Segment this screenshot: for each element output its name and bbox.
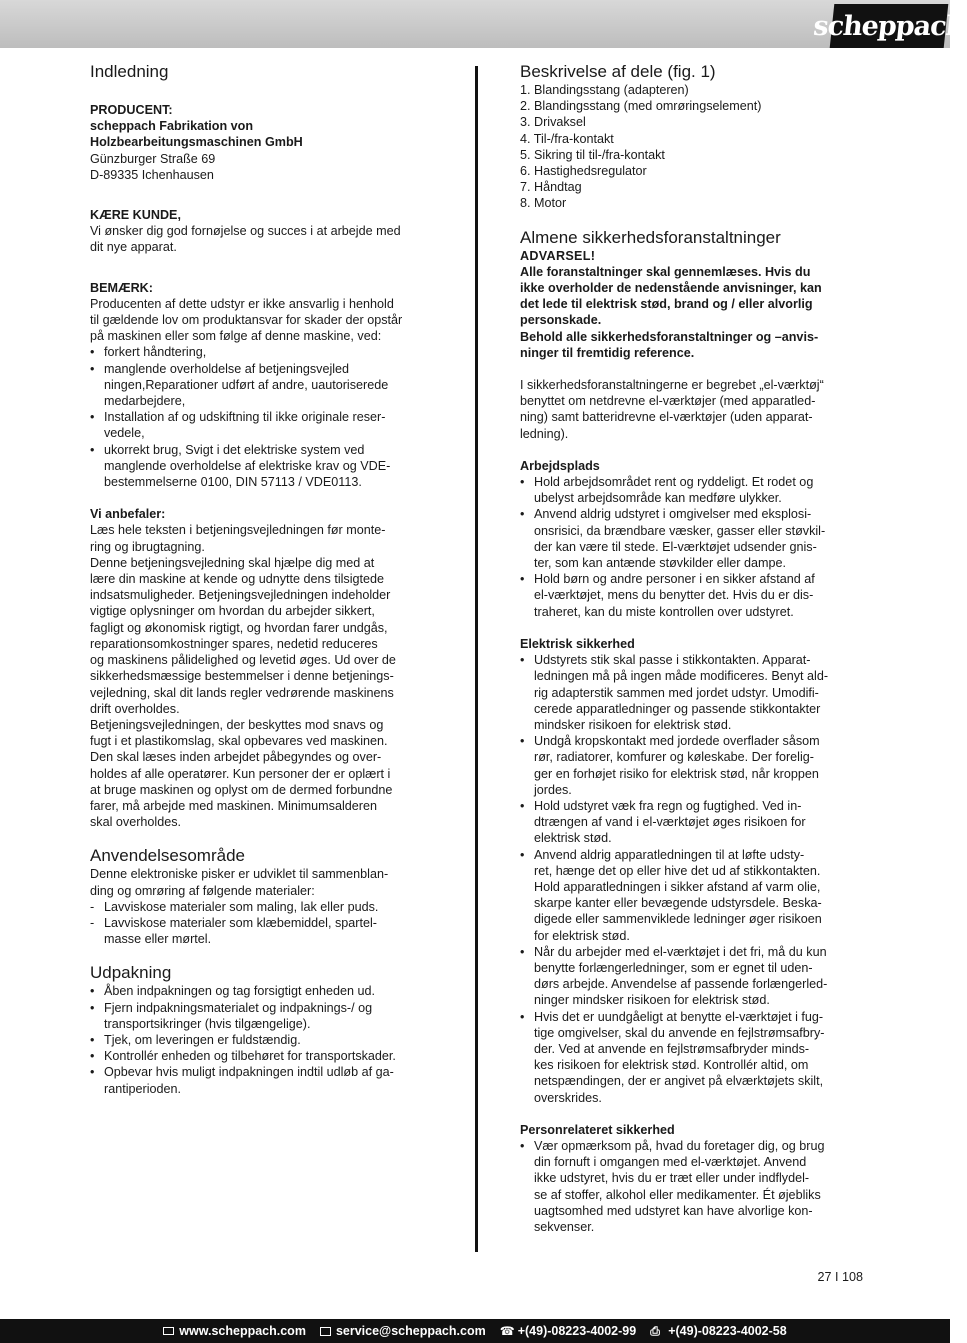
electrical-safety-item: • Undgå kropskontakt med jordede overflader såsom rør, radiatorer, komfurer og køleskabe. Der forelig- ger en forhøjet risiko for elektrisk stød, når kroppen jordes. bbox=[520, 733, 865, 798]
dear-text-2: dit nye apparat. bbox=[90, 240, 177, 255]
note-line: til gældende lov om produktansvar for skader der opstår bbox=[90, 313, 403, 328]
producer-label: PRODUCENT: bbox=[90, 103, 173, 117]
column-divider bbox=[475, 66, 478, 1252]
recommend-line: Betjeningsvejledningen, der beskyttes mod snavs og bbox=[90, 717, 384, 732]
warning-line: Alle foranstaltninger skal gennemlæses. Hvis du bbox=[520, 264, 811, 279]
fax-icon: ⎙ bbox=[650, 1324, 660, 1338]
warning-label: ADVARSEL! bbox=[520, 248, 596, 263]
footer-email[interactable] bbox=[320, 1324, 486, 1338]
workplace-item: • Hold arbejdsområdet rent og ryddeligt. Et rodet og ubelyst arbejdsområde kan medføre ulykker. bbox=[520, 474, 865, 506]
recommend-line: Læs hele teksten i betjeningsvejledningen før monte- bbox=[90, 523, 386, 538]
dear-customer-label: KÆRE KUNDE, bbox=[90, 208, 181, 223]
producer-name-2: Holzbearbeitungsmaschinen GmbH bbox=[90, 135, 303, 150]
unpack-item: • Kontrollér enheden og tilbehøret for transportskader. bbox=[90, 1048, 440, 1064]
recommend-line: drift overholdes. bbox=[90, 701, 180, 716]
recommend-line: sikkerhedsmæssige bestemmelser i denne betjenings- bbox=[90, 669, 394, 684]
recommend-text bbox=[90, 522, 440, 830]
usage-item: - Lavviskose materialer som maling, lak eller puds. bbox=[90, 899, 440, 915]
unpack-bullet-list bbox=[90, 983, 440, 1096]
part-item: 1. Blandingsstang (adapteren) bbox=[520, 83, 689, 97]
parts-heading: Beskrivelse af dele (fig. 1) bbox=[520, 62, 716, 81]
unpack-item: • Tjek, om leveringen er fuldstændig. bbox=[90, 1032, 440, 1048]
warning-line: det lede til elektrisk stød, brand og / eller alvorlig bbox=[520, 297, 813, 312]
unpack-item: • Fjern indpakningsmaterialet og indpaknings-/ og transportsikringer (hvis tilgængelige). bbox=[90, 1000, 440, 1032]
footer-web-text: www.scheppach.com bbox=[179, 1324, 306, 1338]
recommend-line: holdes af alle operatører. Kun personer der er oplært i bbox=[90, 766, 391, 781]
part-item: 8. Motor bbox=[520, 196, 567, 211]
recommend-line: og maskinens pålidelighed og levetid øges. Ud over de bbox=[90, 653, 396, 668]
note-bullet: • ukorrekt brug, Svigt i det elektriske system ved manglende overholdelse af elektriske krav og VDE- bestemmelserne 0100, DIN 57113 / VDE0113. bbox=[90, 442, 440, 491]
unpack-item: • Opbevar hvis muligt indpakningen indtil udløb af ga- rantiperioden. bbox=[90, 1064, 440, 1096]
unpack-heading: Udpakning bbox=[90, 963, 172, 983]
producer-name-1: scheppach Fabrikation von bbox=[90, 119, 254, 134]
usage-line: ding og omrøring af følgende materialer: bbox=[90, 883, 315, 898]
right-column bbox=[520, 62, 865, 1235]
footer-bar bbox=[0, 1319, 950, 1343]
monitor-icon bbox=[163, 1327, 174, 1335]
electrical-safety-item: • Udstyrets stik skal passe i stikkontakten. Apparat- ledningen må på ingen måde modificeres. Benyt ald- rig adapterstik sammen med jordet udstyr. Umodifi- cerede apparatledninger og passende stikkontakter mindsker risikoen for elektrisk stød. bbox=[520, 652, 865, 733]
part-item: 6. Hastighedsregulator bbox=[520, 164, 647, 179]
definition-line: benyttet om netdrevne el-værktøjer (med apparatled- bbox=[520, 394, 816, 409]
definition-line: ning) samt batteridrevne el-værktøjer (uden apparat- bbox=[520, 410, 813, 425]
recommend-line: lære din maskine at kende og udnytte dens tilsigtede bbox=[90, 572, 385, 587]
personal-safety-item: • Vær opmærksom på, hvad du foretager dig, og brug din fornuft i omgangen med el-værktøjet. Anvend ikke udstyret, hvis du er træt eller under indflydel- se af stoffer, alkohol eller medikamenter. Ét øjebliks uagtsomhed med udstyret kan have alvorlige kon- sekvenser. bbox=[520, 1138, 865, 1235]
scheppach-logo: scheppach bbox=[830, 4, 949, 48]
unpack-item: • Åben indpakningen og tag forsigtigt enheden ud. bbox=[90, 983, 440, 999]
workplace-item: • Anvend aldrig udstyret i omgivelser med eksplosi- onsrisici, da brændbare væsker, gasser eller støvkil- der kan være til stede. El-værktøjet udsender gnis- ter, som kan antænde støvkilder eller dampe. bbox=[520, 506, 865, 571]
note-bullet: • forkert håndtering, bbox=[90, 344, 440, 360]
recommend-line: Denne betjeningsvejledning skal hjælpe dig med at bbox=[90, 555, 375, 570]
warning-line: ikke overholder de nedenstående anvisninger, kan bbox=[520, 281, 822, 296]
recommend-line: fugt i et plastikomslag, skal opbevares ved maskinen. bbox=[90, 734, 388, 749]
footer-web[interactable] bbox=[163, 1324, 306, 1338]
footer-fax bbox=[650, 1324, 787, 1338]
note-bullet-list bbox=[90, 344, 440, 490]
footer-email-text: service@scheppach.com bbox=[335, 1324, 486, 1338]
dear-text-1: Vi ønsker dig god fornøjelse og succes i at arbejde med bbox=[90, 224, 401, 239]
note-line: Producenten af dette udstyr er ikke ansvarlig i henhold bbox=[90, 296, 394, 311]
note-text bbox=[90, 296, 440, 345]
warning-text bbox=[520, 264, 865, 361]
personal-safety-bullet-list bbox=[520, 1138, 865, 1235]
address-line-1: Günzburger Straße 69 bbox=[90, 151, 216, 166]
mail-icon bbox=[320, 1327, 331, 1336]
recommend-line: vigtige oplysninger om hvordan du arbejder sikkert, bbox=[90, 604, 375, 619]
usage-item: - Lavviskose materialer som klæbemiddel, spartel- masse eller mørtel. bbox=[90, 915, 440, 947]
recommend-line: Den skal læses inden arbejdet påbegyndes og over- bbox=[90, 750, 382, 765]
usage-heading: Anvendelsesområde bbox=[90, 846, 245, 866]
workplace-item: • Hold børn og andre personer i en sikker afstand af el-værktøjet, mens du benytter det. Hvis du er dis- traheret, kan du miste kontrollen over udstyret. bbox=[520, 571, 865, 620]
recommend-line: vejledning, skal dit lands regler vedrørende maskinens bbox=[90, 685, 394, 700]
definition-line: I sikkerhedsforanstaltningerne er begrebet „el-værktøj“ bbox=[520, 378, 824, 393]
personal-safety-heading: Personrelateret sikkerhed bbox=[520, 1122, 675, 1137]
recommend-line: farer, må arbejde med maskinen. Minimumsalderen bbox=[90, 798, 377, 813]
part-item: 2. Blandingsstang (med omrøringselement) bbox=[520, 99, 762, 114]
warning-line: Behold alle sikkerhedsforanstaltninger og –anvis- bbox=[520, 329, 819, 344]
recommend-line: ring og ibrugtagning. bbox=[90, 539, 205, 554]
workplace-bullet-list bbox=[520, 474, 865, 620]
recommend-line: fagligt og økonomisk rigtigt, og hvordan farer undgås, bbox=[90, 620, 388, 635]
workplace-heading: Arbejdsplads bbox=[520, 458, 600, 473]
definition-text bbox=[520, 377, 865, 442]
part-item: 4. Til-/fra-kontakt bbox=[520, 131, 614, 146]
note-line: på maskinen eller som følge af denne maskine, ved: bbox=[90, 329, 382, 344]
usage-dash-list bbox=[90, 899, 440, 948]
note-label: BEMÆRK: bbox=[90, 280, 153, 295]
recommend-line: at bruge maskinen og oplyst om de dermed forbundne bbox=[90, 782, 393, 797]
electrical-safety-item: • Hold udstyret væk fra regn og fugtighed. Ved in- dtrængen af vand i el-værktøjet øges risikoen for elektrisk stød. bbox=[520, 798, 865, 847]
definition-line: ledning). bbox=[520, 426, 569, 441]
footer-phone-text: +(49)-08223-4002-99 bbox=[517, 1324, 637, 1338]
phone-icon: ☎ bbox=[499, 1324, 515, 1338]
recommend-label: Vi anbefaler: bbox=[90, 507, 166, 522]
electrical-safety-item: • Hvis det er uundgåeligt at benytte el-værktøjet i fug- tige omgivelser, skal du anvende en fejlstrømsafbry- der. Ved at anvende en fejlstrømsafbryder minds- kes risikoen for elektrisk stød. Kontrollér altid, om netspændingen, der er angivet på elværktøjets skilt, overskrides. bbox=[520, 1009, 865, 1106]
part-item: 7. Håndtag bbox=[520, 180, 582, 195]
intro-heading: Indledning bbox=[90, 62, 169, 81]
electrical-safety-heading: Elektrisk sikkerhed bbox=[520, 636, 635, 651]
warning-line: personskade. bbox=[520, 313, 602, 328]
electrical-safety-bullet-list bbox=[520, 652, 865, 1106]
warning-line: ninger til fremtidig reference. bbox=[520, 345, 695, 360]
page-number: 27 I 108 bbox=[817, 1270, 863, 1284]
header-bar bbox=[0, 0, 967, 48]
part-item: 5. Sikring til til-/fra-kontakt bbox=[520, 147, 665, 162]
left-column bbox=[90, 62, 440, 1097]
usage-line: Denne elektroniske pisker er udviklet til sammenblan- bbox=[90, 867, 389, 882]
part-item: 3. Drivaksel bbox=[520, 115, 586, 130]
parts-list bbox=[520, 82, 865, 212]
electrical-safety-item: • Når du arbejder med el-værktøjet i det fri, må du kun benytte forlængerledninger, som er egnet til uden- dørs arbejde. Anvendelse af passende forlængerled- ninger mindsker risikoen for elektrisk stød. bbox=[520, 944, 865, 1009]
recommend-line: skal overholdes. bbox=[90, 815, 182, 830]
note-bullet: • manglende overholdelse af betjeningsvejled ningen,Reparationer udført af andre, uautoriserede medarbejdere, bbox=[90, 361, 440, 410]
address-line-2: D-89335 Ichenhausen bbox=[90, 167, 214, 182]
usage-text bbox=[90, 866, 440, 898]
recommend-line: indsatsmuligheder. Betjeningsvejledningen indeholder bbox=[90, 588, 391, 603]
footer-fax-text: +(49)-08223-4002-58 bbox=[668, 1324, 787, 1338]
note-bullet: • Installation af og udskiftning til ikke originale reser- vedele, bbox=[90, 409, 440, 441]
footer-phone bbox=[500, 1324, 637, 1338]
safety-heading: Almene sikkerhedsforanstaltninger bbox=[520, 227, 781, 247]
recommend-line: reparationsomkostninger spares, nedetid reduceres bbox=[90, 636, 378, 651]
electrical-safety-item: • Anvend aldrig apparatledningen til at løfte udsty- ret, hænge det op eller hive det ud af stikkontakten. Hold apparatledningen i sikker afstand af varm olie, skarpe kanter eller bevægende udstyrsdele. Beska- digede eller sammenviklede ledninger øger risikoen for elektrisk stød. bbox=[520, 847, 865, 944]
